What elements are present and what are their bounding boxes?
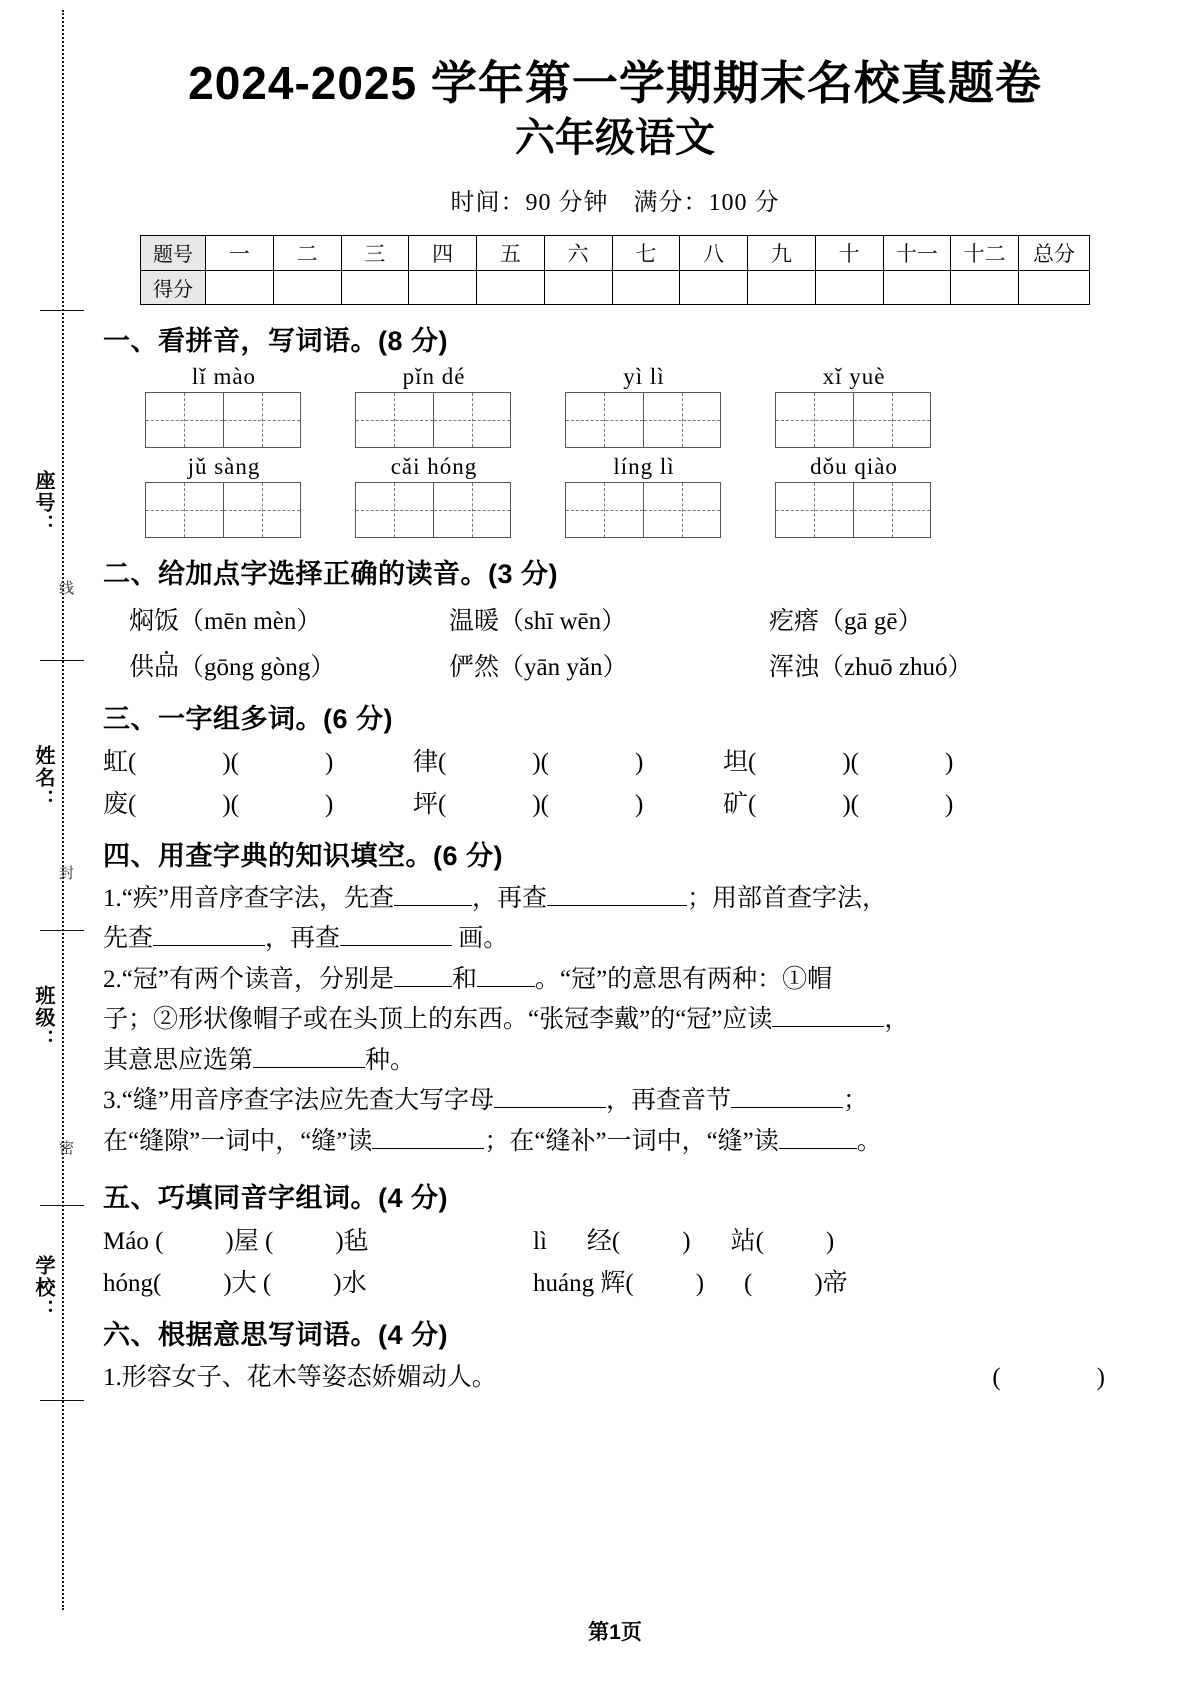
pronunciation-item[interactable] — [769, 601, 1089, 637]
answer-blank[interactable] — [477, 986, 535, 987]
answer-blank[interactable] — [394, 905, 472, 906]
score-col-3: 三 — [341, 235, 409, 270]
answer-parenthesis[interactable]: ( ) — [992, 1364, 1105, 1392]
pinyin-label: xǐ yuè — [822, 363, 886, 389]
pinyin-cell — [141, 454, 351, 538]
score-col-4: 四 — [409, 235, 477, 270]
pronunciation-options[interactable]: （yān yǎn） — [499, 653, 628, 681]
pinyin-cell — [351, 454, 561, 538]
pinyin-cell — [771, 364, 981, 448]
pinyin-cell — [561, 454, 771, 538]
dotted-char: 饭 — [154, 607, 180, 635]
homophone-row-1 — [103, 1221, 1135, 1257]
score-cell-12[interactable] — [951, 270, 1019, 304]
answer-blank[interactable] — [253, 1067, 365, 1068]
pinyin-label: pǐn dé — [402, 363, 466, 389]
pinyin-label: líng lì — [613, 453, 675, 479]
question-text: 画。 — [458, 925, 509, 953]
tianzige-box[interactable] — [565, 482, 721, 538]
score-table — [140, 235, 1090, 305]
pronunciation-item[interactable] — [769, 647, 1089, 683]
score-col-11: 十一 — [883, 235, 951, 270]
seal-rule — [40, 930, 84, 931]
word-with-dot: 温暖 — [449, 607, 500, 635]
question-text: ，再查 — [471, 884, 547, 912]
tianzige-box[interactable] — [145, 482, 301, 538]
word-char: 经 — [586, 1228, 612, 1256]
answer-blank[interactable] — [153, 945, 265, 946]
word-build-row-2 — [103, 784, 1135, 820]
pronunciation-options[interactable]: （mēn mèn） — [179, 607, 322, 635]
answer-blank[interactable] — [340, 945, 452, 946]
page-subtitle: 六年级语文 — [515, 115, 715, 160]
seal-line-margin — [0, 0, 95, 1684]
exam-meta: 时间：90 分钟 满分：100 分 — [450, 189, 780, 216]
table-row-question-numbers — [141, 235, 1090, 270]
page-number: 第1页 — [588, 1621, 642, 1644]
answer-blank[interactable] — [372, 1148, 484, 1149]
pinyin-cell — [141, 364, 351, 448]
question-text: 子；②形状像帽子或在头顶上的东西。“张冠李戴”的“冠”应读 — [103, 1006, 773, 1034]
word-char: 屋 — [233, 1228, 259, 1256]
word-with-dot: 疙瘩 — [769, 607, 820, 635]
word-build-item[interactable]: 律( )( ) — [413, 748, 644, 776]
homophone-group[interactable]: huáng 辉( ) ( )帝 — [533, 1270, 848, 1298]
score-table-label-question: 题号 — [141, 235, 206, 270]
section-heading-5: 五、巧填同音字组词。(4 分) — [103, 1183, 448, 1214]
seal-rule — [40, 1205, 84, 1206]
question-text: ，再查音节 — [605, 1087, 731, 1115]
homophone-group[interactable]: hóng( )大 ( )水 — [103, 1270, 367, 1298]
question-text: 和 — [451, 965, 477, 993]
pronunciation-options[interactable]: （gōng gòng） — [179, 653, 336, 681]
word-with-dot: 俨然 — [449, 653, 500, 681]
score-col-10: 十 — [815, 235, 883, 270]
score-cell-2[interactable] — [273, 270, 341, 304]
score-cell-10[interactable] — [815, 270, 883, 304]
pronunciation-options[interactable]: （zhuō zhuó） — [819, 653, 973, 681]
section-heading-1: 一、看拼音，写词语。(8 分) — [103, 325, 448, 356]
word-char: 水 — [341, 1270, 367, 1298]
tianzige-box[interactable] — [775, 482, 931, 538]
seal-word-mi: 密 — [57, 1140, 74, 1155]
tianzige-box[interactable] — [775, 392, 931, 448]
question-text: ， — [884, 1006, 910, 1034]
question-text: ； — [842, 1087, 868, 1115]
pinyin-label: yì lì — [623, 363, 665, 389]
pinyin-label: hóng — [103, 1270, 153, 1298]
section-heading-2: 二、给加点字选择正确的读音。(3 分) — [103, 558, 558, 589]
field-school: 学校： — [32, 1255, 54, 1321]
word-build-item[interactable]: 废( )( ) — [103, 790, 334, 818]
field-class: 班级： — [32, 985, 54, 1051]
question-text: ；在“缝补”一词中，“缝”读 — [484, 1127, 779, 1155]
seal-rule — [40, 1400, 84, 1401]
base-char: 坦 — [723, 748, 749, 776]
score-cell-11[interactable] — [883, 270, 951, 304]
score-cell-9[interactable] — [748, 270, 816, 304]
score-col-9: 九 — [748, 235, 816, 270]
seal-word-xian: 线 — [57, 580, 74, 595]
answer-blank[interactable] — [394, 986, 452, 987]
table-row-scores — [141, 270, 1090, 304]
score-col-12: 十二 — [951, 235, 1019, 270]
question-text: 其意思应选第 — [103, 1046, 254, 1074]
pinyin-cell — [771, 454, 981, 538]
score-cell-3[interactable] — [341, 270, 409, 304]
section-heading-6: 六、根据意思写词语。(4 分) — [103, 1320, 448, 1351]
word-build-item[interactable]: 矿( )( ) — [723, 790, 954, 818]
pinyin-label: Máo — [103, 1228, 149, 1256]
pinyin-label: lì — [533, 1228, 547, 1256]
pinyin-row-2 — [141, 454, 1135, 538]
pronunciation-item[interactable] — [129, 601, 449, 637]
homophone-group[interactable]: lì 经( ) 站( ) — [533, 1228, 835, 1256]
question-4-3 — [103, 1081, 1135, 1162]
pinyin-label: cǎi hóng — [390, 453, 478, 479]
pinyin-cell — [351, 364, 561, 448]
seal-rule — [40, 310, 84, 311]
question-4-1 — [103, 879, 1135, 960]
word-char: 大 — [231, 1270, 257, 1298]
section-heading-3: 三、一字组多词。(6 分) — [103, 703, 393, 734]
base-char: 律 — [413, 748, 439, 776]
seal-word-feng: 封 — [57, 865, 74, 880]
pinyin-label: huáng — [533, 1270, 595, 1298]
score-cell-1[interactable] — [206, 270, 274, 304]
word-with-dot: 供品 — [129, 653, 180, 681]
word-build-item[interactable]: 虹( )( ) — [103, 748, 334, 776]
score-col-2: 二 — [273, 235, 341, 270]
score-col-1: 一 — [206, 235, 274, 270]
score-cell-4[interactable] — [409, 270, 477, 304]
tianzige-box[interactable] — [145, 392, 301, 448]
score-col-6: 六 — [544, 235, 612, 270]
question-text: 种。 — [365, 1046, 416, 1074]
base-char: 坪 — [413, 790, 439, 818]
score-cell-total[interactable] — [1019, 270, 1090, 304]
score-col-5: 五 — [477, 235, 545, 270]
word-build-item[interactable]: 坪( )( ) — [413, 790, 644, 818]
word-build-row-1 — [103, 742, 1135, 778]
section-heading-4: 四、用查字典的知识填空。(6 分) — [103, 840, 503, 871]
answer-blank[interactable] — [779, 1148, 857, 1149]
question-text: 。 — [856, 1127, 882, 1155]
pronunciation-options[interactable]: （shī wēn） — [499, 607, 627, 635]
pinyin-label: lǐ mào — [191, 363, 257, 389]
pronunciation-item[interactable] — [449, 647, 769, 683]
base-char: 废 — [103, 790, 129, 818]
pronunciation-item[interactable] — [129, 647, 449, 683]
score-cell-8[interactable] — [680, 270, 748, 304]
homophone-group[interactable]: Máo ( )屋 ( )毡 — [103, 1228, 369, 1256]
tianzige-box[interactable] — [355, 482, 511, 538]
question-4-2 — [103, 960, 1135, 1082]
question-text: 2.“冠”有两个读音，分别是 — [103, 965, 394, 993]
question-text: 。“冠”的意思有两种：①帽 — [534, 965, 833, 993]
pinyin-label: jǔ sàng — [187, 453, 261, 479]
word-char: 帝 — [822, 1270, 848, 1298]
word-char: 毡 — [343, 1228, 369, 1256]
question-text: 先查 — [103, 925, 154, 953]
pronunciation-row-2 — [129, 647, 1135, 683]
word-with-dot — [129, 608, 179, 635]
answer-blank[interactable] — [494, 1107, 606, 1108]
score-cell-6[interactable] — [544, 270, 612, 304]
field-name: 姓名： — [32, 745, 54, 811]
answer-blank[interactable] — [547, 905, 687, 906]
tianzige-box[interactable] — [565, 392, 721, 448]
answer-blank[interactable] — [731, 1107, 843, 1108]
pronunciation-options[interactable]: （gā gē） — [819, 607, 923, 635]
score-cell-7[interactable] — [612, 270, 680, 304]
question-text: ；用部首查字法， — [686, 884, 887, 912]
base-char: 矿 — [723, 790, 749, 818]
word-char: 焖 — [129, 607, 155, 635]
question-6-1 — [103, 1358, 1135, 1399]
question-text: 1.形容女子、花木等姿态娇媚动人。 — [103, 1364, 497, 1392]
tianzige-box[interactable] — [355, 392, 511, 448]
word-char: 辉 — [600, 1270, 626, 1298]
pinyin-cell — [561, 364, 771, 448]
word-build-item[interactable]: 坦( )( ) — [723, 748, 954, 776]
score-col-8: 八 — [680, 235, 748, 270]
exam-paper — [95, 0, 1135, 1684]
seal-dotted-line — [62, 10, 64, 1610]
pronunciation-row-1 — [129, 601, 1135, 637]
word-char: 站 — [730, 1228, 756, 1256]
page-title: 2024-2025 学年第一学期期末名校真题卷 — [188, 57, 1042, 109]
score-table-label-score: 得分 — [141, 270, 206, 304]
homophone-row-2 — [103, 1263, 1135, 1299]
pronunciation-item[interactable] — [449, 601, 769, 637]
field-seat-number: 座号： — [32, 470, 54, 536]
score-cell-5[interactable] — [477, 270, 545, 304]
question-text: 1.“疾”用音序查字法，先查 — [103, 884, 394, 912]
question-text: ，再查 — [265, 925, 341, 953]
answer-blank[interactable] — [772, 1026, 884, 1027]
score-col-7: 七 — [612, 235, 680, 270]
base-char: 虹 — [103, 748, 129, 776]
word-with-dot: 浑浊 — [769, 653, 820, 681]
seal-rule — [40, 660, 84, 661]
question-text: 3.“缝”用音序查字法应先查大写字母 — [103, 1087, 494, 1115]
score-col-total: 总分 — [1019, 235, 1090, 270]
pinyin-label: dǒu qiào — [810, 453, 898, 479]
question-text: 在“缝隙”一词中，“缝”读 — [103, 1127, 373, 1155]
pinyin-row-1 — [141, 364, 1135, 448]
